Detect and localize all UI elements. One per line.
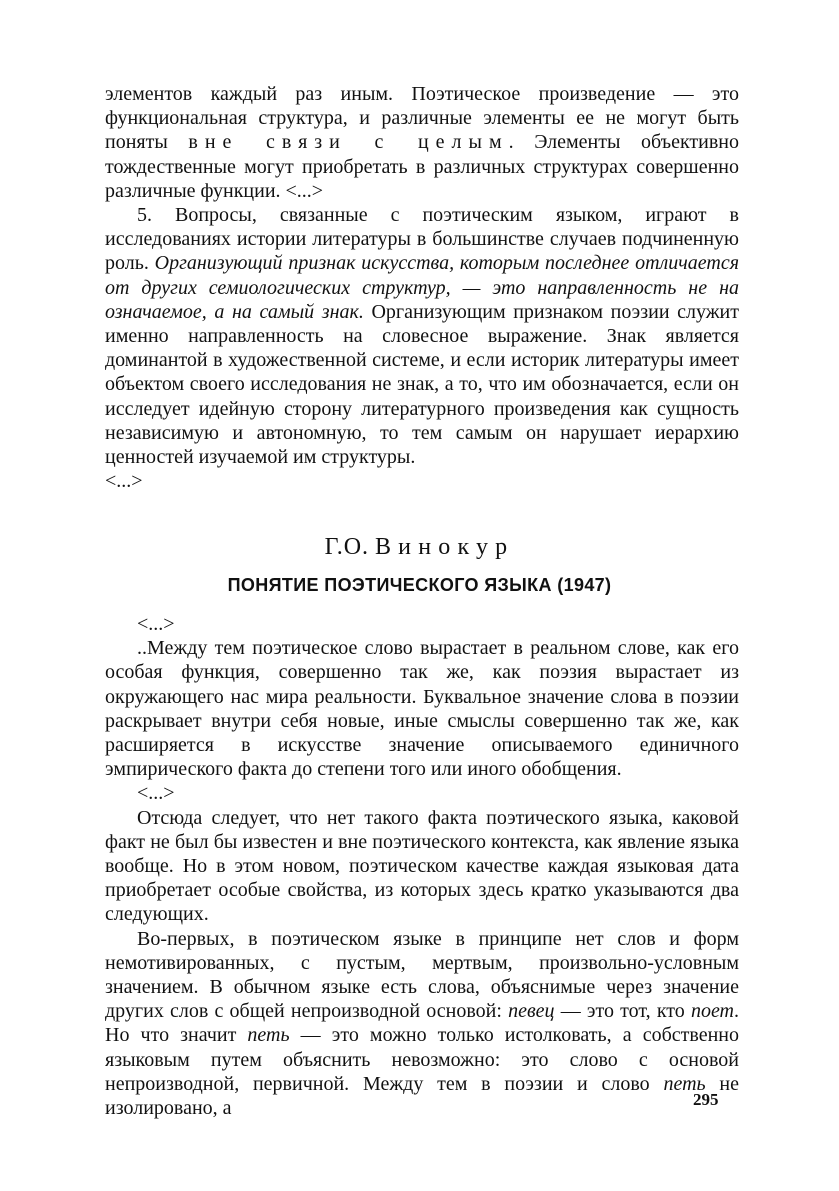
section-title: ПОНЯТИЕ ПОЭТИЧЕСКОГО ЯЗЫКА (1947): [227, 575, 612, 595]
ellipsis-mark: <...>: [137, 782, 175, 805]
paragraph-text: Организующим признаком поэзии служит именно направленность на словесное выражение. Знак является доминантой в художественной системе, и если историк литературы имеет объектом своего исследования не знак, а то, что им обозначается, если он исследует идейную сторону литературного произведения как сущность независимую и автономную, то тем самым он нарушает иерархию ценностей изучаемой им структуры.: [105, 300, 739, 469]
author-surname: Винокур: [374, 534, 515, 560]
paragraph: [105, 203, 739, 469]
text-block-bottom: [105, 612, 739, 1120]
italic-word: поет: [690, 1000, 734, 1023]
paragraph-text: — это тот, кто: [554, 1000, 691, 1023]
author-initials: Г.О.: [324, 534, 369, 560]
text-block-top: [105, 82, 739, 493]
paragraph-text: 5. Вопросы, связанные с поэтическим языком, играют в исследованиях истории литературы в большинстве случаев подчиненную роль.: [105, 204, 739, 275]
paragraph-text: Во-первых, в поэтическом языке в принципе нет слов и форм немотивированных, с пустым, мертвым, произвольно-условным значением. В обычном языке есть слова, объяснимые через значение других слов с общей непроизводной основой:: [105, 927, 739, 1023]
paragraph-text: элементов каждый раз иным. Поэтическое произведение — это функциональная структура, и различные элементы ее не могут быть поняты: [105, 83, 739, 154]
paragraph: Отсюда следует, что нет такого факта поэтического языка, каковой факт не был бы известен и вне поэтического контекста, как явление языка вообще. Но в этом новом, поэтическом качестве каждая языковая дата приобретает особые свойства, из которых здесь кратко указываются два следующих.: [105, 806, 739, 926]
paragraph: ..Между тем поэтическое слово вырастает в реальном слове, как его особая функция, совершенно так же, как поэзия вырастает из окружающего нас мира реальности. Буквальное значение слова в поэзии раскрывает внутри себя новые, иные смыслы совершенно так же, как расширяется в искусстве значение описываемого единичного эмпирического факта до степени того или иного обобщения.: [105, 637, 739, 781]
paragraph-text: — это можно только истолковать, а собственно языковым путем объяснить невозможно: это слово с основой непроизводной, первичной. Между тем в поэзии и слово: [105, 1024, 739, 1095]
italic-word: петь: [247, 1024, 290, 1047]
italic-word: петь: [663, 1072, 706, 1095]
paragraph-text: не изолировано, а: [105, 1072, 739, 1120]
ellipsis-mark: <...>: [105, 470, 143, 493]
paragraph: [105, 927, 739, 1121]
spaced-emphasis: вне связи с целым: [188, 131, 509, 154]
paragraph-text: . Но что значит: [105, 1000, 739, 1047]
italic-word: певец: [508, 1000, 555, 1023]
paragraph-text: . Элементы объективно тождественные могут приобретать в различных структурах совершенно различные функции. <...>: [105, 131, 739, 202]
author-name: [0, 534, 839, 561]
page-number: 295: [693, 1090, 719, 1109]
ellipsis-mark: <...>: [137, 613, 175, 635]
paragraph: [105, 82, 739, 203]
italic-emphasis: Организующий признак искусства, которым последнее отличается от других семиологических структур, — это направленность не на означаемое, а на самый знак.: [105, 252, 740, 323]
